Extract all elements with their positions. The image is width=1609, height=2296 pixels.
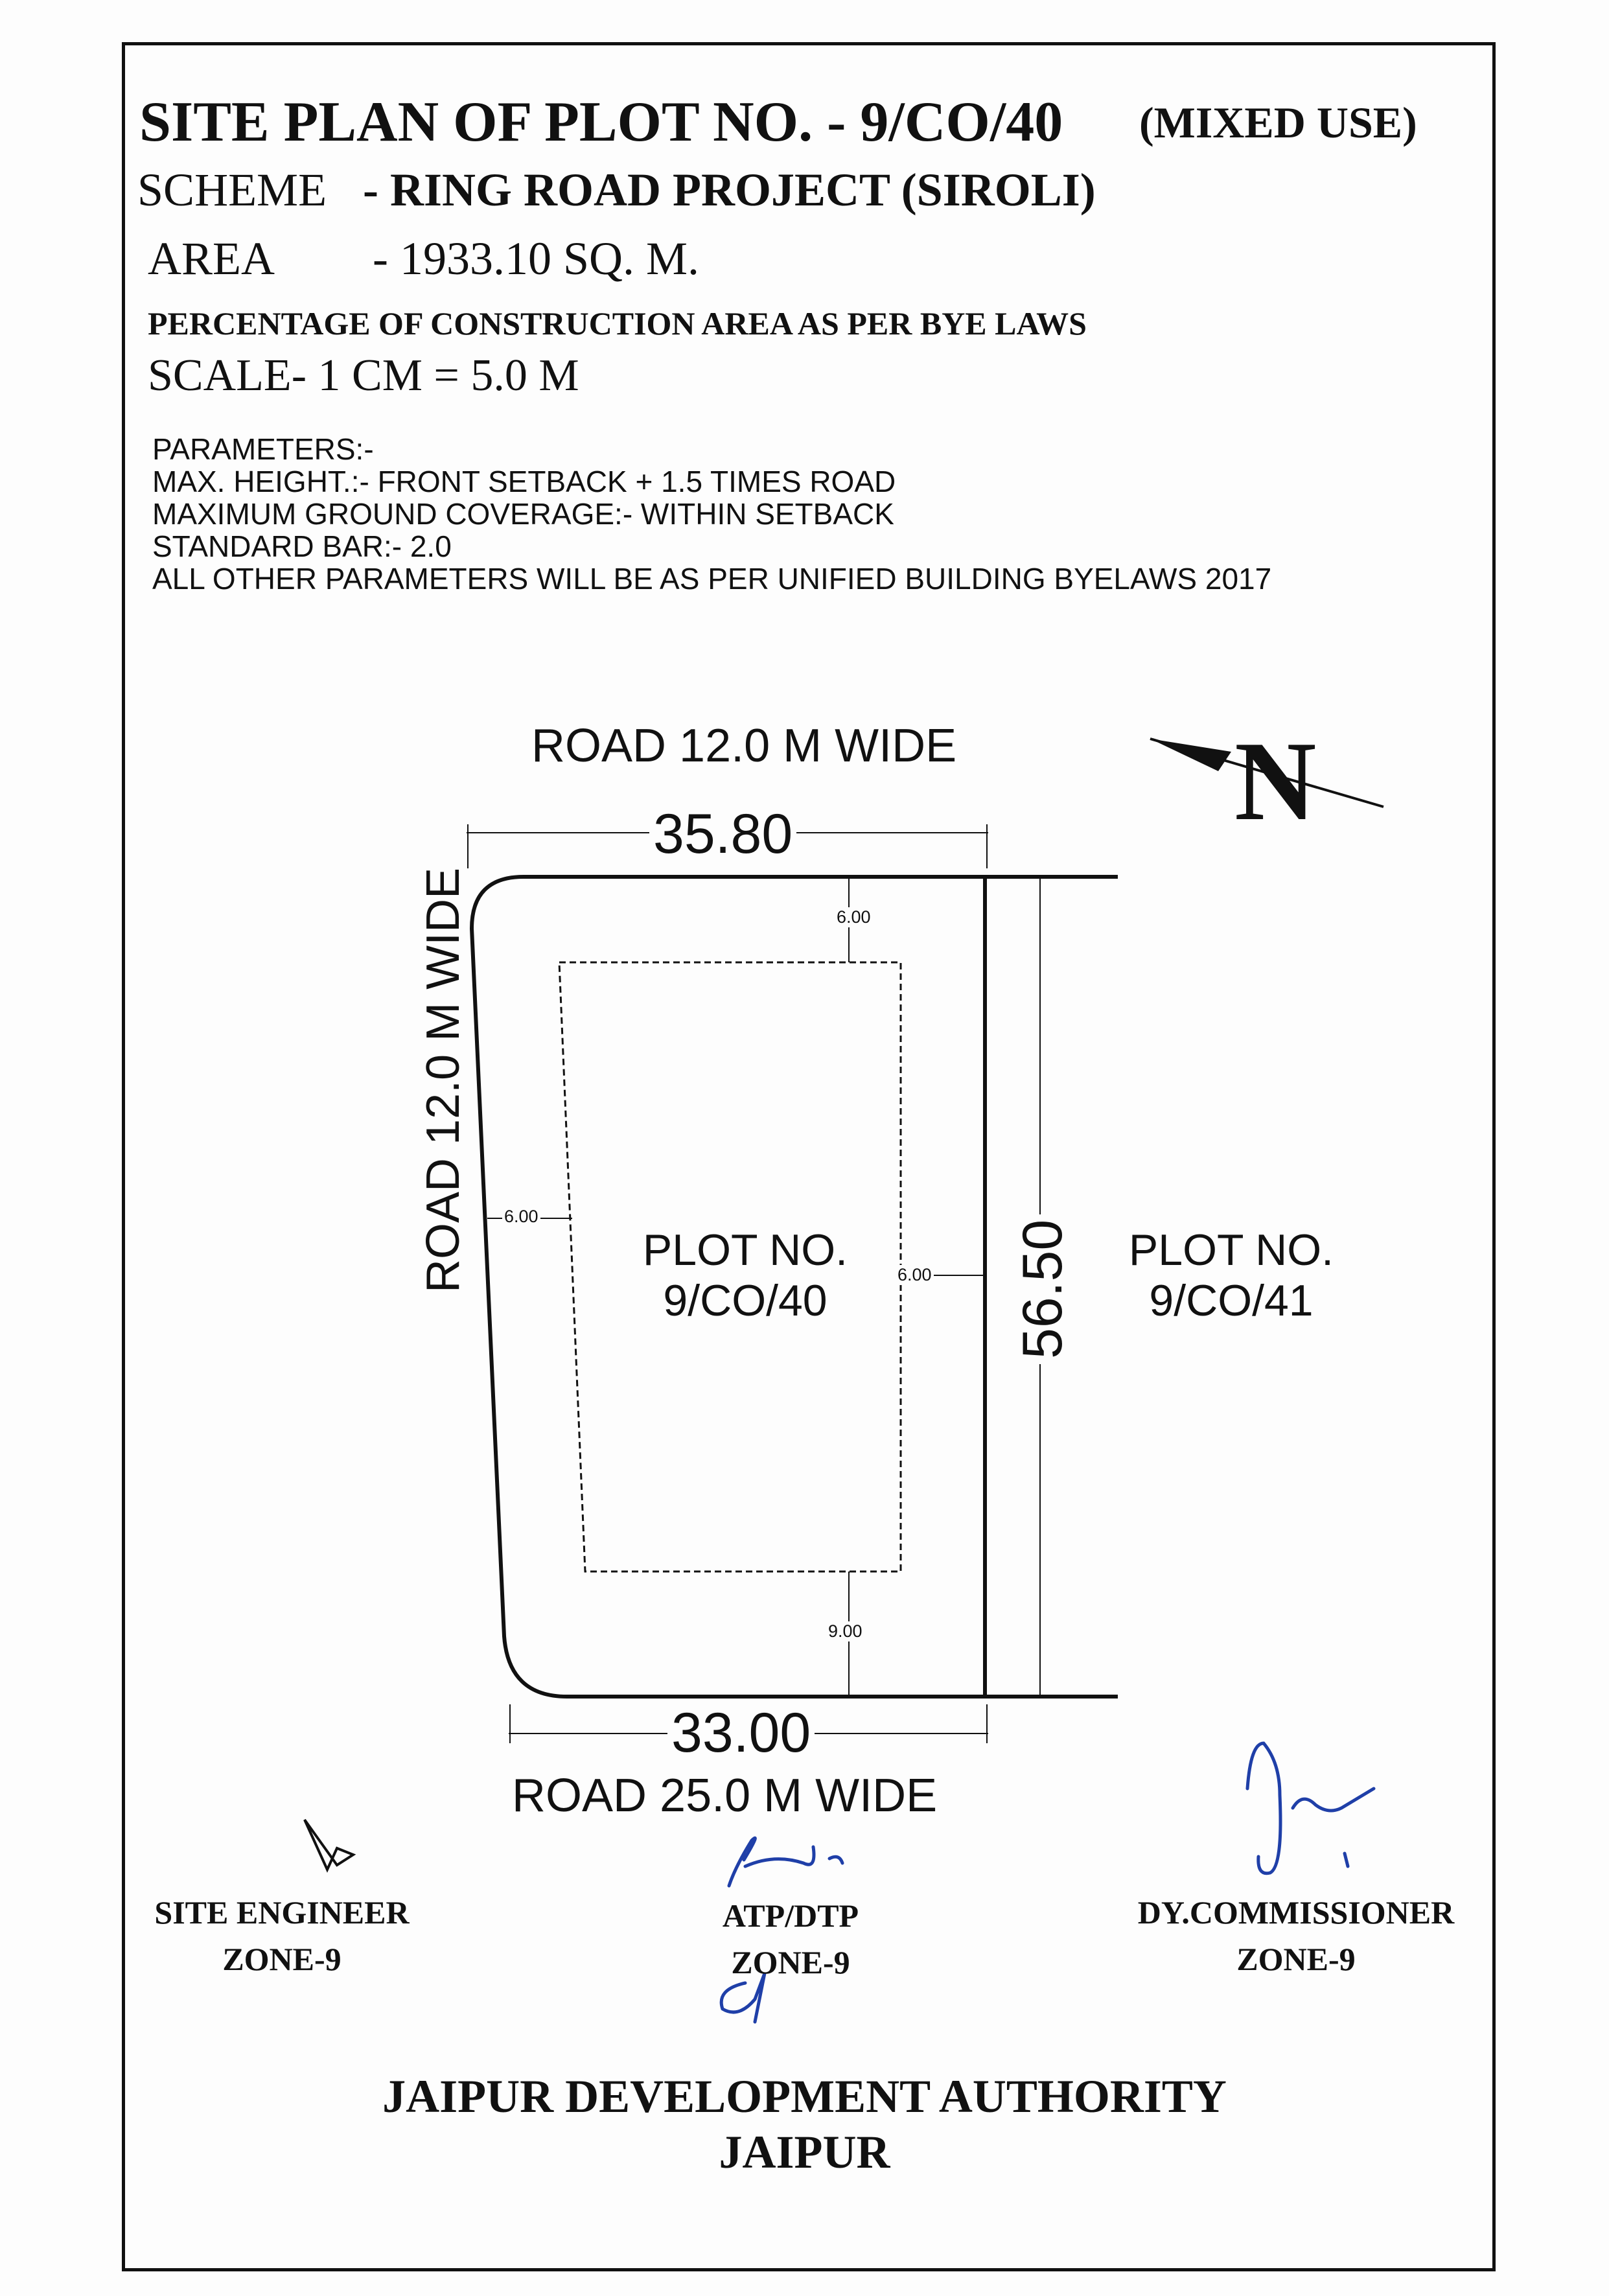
dy-commissioner-zone: ZONE-9	[1236, 1941, 1356, 1977]
dy-commissioner-title: DY.COMMISSIONER	[1137, 1894, 1455, 1931]
adjacent-plot-label-text: PLOT NO.	[1128, 1225, 1334, 1275]
dimension-bottom: 33.00	[667, 1701, 815, 1765]
adjacent-plot-label	[1095, 1225, 1367, 1326]
parameter-max-height: MAX. HEIGHT.:- FRONT SETBACK + 1.5 TIMES ROAD	[152, 465, 896, 498]
north-letter: N	[1234, 718, 1317, 844]
area-value: - 1933.10 SQ. M.	[373, 233, 700, 284]
authority-footer	[0, 2069, 1609, 2180]
dy-commissioner-block	[1102, 1889, 1490, 1982]
area-label: AREA	[148, 233, 275, 284]
scheme-label: SCHEME	[137, 164, 327, 216]
site-engineer-title: SITE ENGINEER	[154, 1894, 410, 1931]
setback-right-value: 6.00	[896, 1265, 934, 1285]
setback-bottom-value: 9.00	[826, 1621, 864, 1641]
dy-commissioner-signature	[1247, 1743, 1374, 1873]
site-engineer-block	[139, 1889, 424, 1982]
authority-name: JAIPUR DEVELOPMENT AUTHORITY	[382, 2070, 1227, 2122]
site-engineer-zone: ZONE-9	[222, 1941, 341, 1977]
road-south-label: ROAD 25.0 M WIDE	[512, 1770, 938, 1822]
site-engineer-signature	[305, 1820, 353, 1870]
atp-zone: ZONE-9	[731, 1944, 850, 1980]
page-title: SITE PLAN OF PLOT NO. - 9/CO/40	[139, 91, 1063, 154]
use-type: (MIXED USE)	[1139, 98, 1417, 147]
road-west-label: ROAD 12.0 M WIDE	[417, 867, 469, 1293]
scheme-value: - RING ROAD PROJECT (SIROLI)	[363, 164, 1096, 216]
scale-note: SCALE- 1 CM = 5.0 M	[148, 351, 579, 400]
percentage-note: PERCENTAGE OF CONSTRUCTION AREA AS PER BYE LAWS	[148, 305, 1087, 342]
authority-city: JAIPUR	[719, 2126, 890, 2178]
road-north-label: ROAD 12.0 M WIDE	[531, 720, 957, 772]
parameters-heading: PARAMETERS:-	[152, 432, 374, 466]
setback-left-value: 6.00	[502, 1207, 540, 1227]
atp-block	[661, 1892, 920, 1986]
plot-label-text: PLOT NO.	[642, 1225, 848, 1275]
adjacent-plot-number: 9/CO/41	[1149, 1276, 1314, 1325]
parameter-standard-bar: STANDARD BAR:- 2.0	[152, 529, 452, 563]
parameter-other: ALL OTHER PARAMETERS WILL BE AS PER UNIFIED BUILDING BYELAWS 2017	[152, 562, 1272, 596]
plot-number: 9/CO/40	[663, 1276, 828, 1325]
dimension-right: 56.50	[1011, 1214, 1075, 1364]
dimension-top: 35.80	[649, 802, 796, 866]
atp-title: ATP/DTP	[722, 1897, 859, 1934]
plot-label	[609, 1225, 881, 1326]
parameter-ground-coverage: MAXIMUM GROUND COVERAGE:- WITHIN SETBACK	[152, 497, 894, 531]
setback-top-value: 6.00	[835, 907, 873, 927]
